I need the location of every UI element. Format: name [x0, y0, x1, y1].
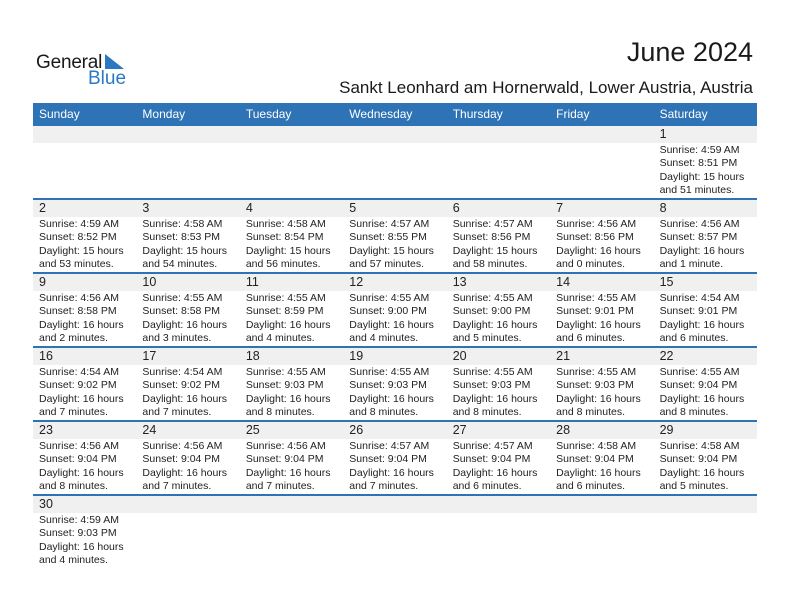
empty-day-cell	[240, 126, 343, 198]
sunset-text: Sunset: 8:56 PM	[556, 231, 634, 244]
empty-day-band	[136, 496, 239, 513]
empty-day-band	[654, 496, 757, 513]
daylight-text: Daylight: 16 hours	[245, 392, 331, 405]
empty-day-cell	[33, 126, 136, 198]
minutes-text: and 4 minutes.	[349, 332, 419, 345]
sunrise-text: Sunrise: 4:54 AM	[39, 366, 119, 378]
daylight-text: Daylight: 15 hours	[39, 244, 124, 257]
sunrise-text: Sunrise: 4:56 AM	[556, 218, 637, 230]
day-cell	[343, 200, 446, 272]
daylight-text: Daylight: 16 hours	[39, 392, 124, 405]
day-info	[550, 217, 653, 272]
empty-day-band	[343, 126, 446, 143]
sunrise-text: Sunrise: 4:56 AM	[245, 440, 326, 452]
sunrise-text: Sunrise: 4:54 AM	[142, 366, 223, 378]
weekday-header-wednesday: Wednesday	[349, 107, 413, 121]
minutes-text: and 6 minutes.	[659, 332, 729, 345]
sunset-text: Sunset: 8:54 PM	[245, 231, 324, 244]
day-cell	[447, 274, 550, 346]
day-info	[654, 217, 757, 272]
day-number: 7	[550, 200, 653, 217]
daylight-text: Daylight: 15 hours	[245, 244, 331, 257]
day-number: 16	[33, 348, 136, 365]
day-number: 13	[447, 274, 550, 291]
sunset-text: Sunset: 9:01 PM	[556, 305, 634, 318]
day-number: 30	[33, 496, 136, 513]
empty-day-band	[550, 126, 653, 143]
day-cell	[343, 348, 446, 420]
day-cell	[654, 126, 757, 198]
sunrise-text: Sunrise: 4:55 AM	[142, 292, 223, 304]
daylight-text: Daylight: 16 hours	[349, 466, 434, 479]
empty-day-cell	[136, 496, 239, 570]
sunrise-text: Sunrise: 4:59 AM	[39, 218, 119, 230]
day-info	[33, 439, 136, 494]
day-number: 15	[654, 274, 757, 291]
sunrise-text: Sunrise: 4:58 AM	[556, 440, 637, 452]
daylight-text: Daylight: 16 hours	[452, 392, 538, 405]
empty-day-cell	[447, 496, 550, 570]
day-info	[136, 439, 239, 494]
daylight-text: Daylight: 16 hours	[142, 466, 228, 479]
daylight-text: Daylight: 16 hours	[556, 466, 641, 479]
day-number: 27	[447, 422, 550, 439]
sunrise-text: Sunrise: 4:57 AM	[452, 218, 533, 230]
day-cell	[136, 422, 239, 494]
day-number: 6	[447, 200, 550, 217]
week-row	[33, 200, 757, 274]
sunrise-text: Sunrise: 4:59 AM	[659, 144, 740, 156]
minutes-text: and 8 minutes.	[39, 480, 108, 493]
minutes-text: and 5 minutes.	[659, 480, 729, 493]
empty-day-cell	[654, 496, 757, 570]
daylight-text: Daylight: 15 hours	[349, 244, 434, 257]
empty-day-cell	[550, 496, 653, 570]
day-info	[136, 365, 239, 420]
weekday-header-friday: Friday	[556, 107, 590, 121]
day-cell	[654, 274, 757, 346]
empty-day-info	[33, 143, 136, 198]
day-cell	[550, 422, 653, 494]
day-number: 22	[654, 348, 757, 365]
day-info	[550, 365, 653, 420]
empty-day-info	[343, 513, 446, 570]
day-info	[136, 217, 239, 272]
day-cell	[654, 348, 757, 420]
empty-day-band	[550, 496, 653, 513]
empty-day-cell	[343, 496, 446, 570]
day-number: 8	[654, 200, 757, 217]
day-info	[550, 439, 653, 494]
minutes-text: and 51 minutes.	[659, 184, 735, 197]
day-cell	[654, 422, 757, 494]
daylight-text: Daylight: 16 hours	[556, 244, 641, 257]
minutes-text: and 5 minutes.	[452, 332, 522, 345]
minutes-text: and 7 minutes.	[142, 480, 212, 493]
empty-day-info	[550, 513, 653, 570]
sunset-text: Sunset: 9:03 PM	[245, 379, 324, 392]
sunrise-text: Sunrise: 4:55 AM	[245, 366, 326, 378]
sunrise-text: Sunrise: 4:55 AM	[452, 366, 533, 378]
day-info	[33, 291, 136, 346]
minutes-text: and 56 minutes.	[245, 258, 321, 271]
logo-text-blue: Blue	[88, 68, 127, 89]
calendar-weeks	[33, 126, 757, 570]
minutes-text: and 3 minutes.	[142, 332, 212, 345]
daylight-text: Daylight: 16 hours	[349, 318, 434, 331]
empty-day-cell	[240, 496, 343, 570]
day-info	[447, 365, 550, 420]
daylight-text: Daylight: 16 hours	[39, 466, 124, 479]
day-cell	[343, 274, 446, 346]
day-info	[654, 439, 757, 494]
sunset-text: Sunset: 9:00 PM	[349, 305, 427, 318]
daylight-text: Daylight: 16 hours	[349, 392, 434, 405]
empty-day-band	[447, 496, 550, 513]
sunset-text: Sunset: 8:53 PM	[142, 231, 221, 244]
daylight-text: Daylight: 16 hours	[142, 318, 228, 331]
sunset-text: Sunset: 9:04 PM	[245, 453, 324, 466]
sunset-text: Sunset: 8:58 PM	[142, 305, 221, 318]
minutes-text: and 7 minutes.	[349, 480, 419, 493]
day-cell	[240, 200, 343, 272]
day-cell	[654, 200, 757, 272]
sunrise-text: Sunrise: 4:57 AM	[349, 218, 430, 230]
day-number: 25	[240, 422, 343, 439]
day-info	[343, 439, 446, 494]
empty-day-info	[136, 143, 239, 198]
day-info	[654, 143, 757, 198]
sunset-text: Sunset: 9:03 PM	[452, 379, 531, 392]
day-cell	[33, 422, 136, 494]
daylight-text: Daylight: 16 hours	[452, 466, 538, 479]
week-row	[33, 496, 757, 570]
day-info	[654, 365, 757, 420]
weekday-header-tuesday: Tuesday	[245, 107, 292, 121]
sunrise-text: Sunrise: 4:55 AM	[659, 366, 740, 378]
sunrise-text: Sunrise: 4:59 AM	[39, 514, 119, 526]
day-number: 9	[33, 274, 136, 291]
minutes-text: and 58 minutes.	[452, 258, 528, 271]
sunrise-text: Sunrise: 4:58 AM	[245, 218, 326, 230]
day-cell	[550, 274, 653, 346]
day-cell	[550, 348, 653, 420]
sunset-text: Sunset: 8:51 PM	[659, 157, 738, 170]
sunrise-text: Sunrise: 4:55 AM	[349, 366, 430, 378]
day-info	[240, 365, 343, 420]
sunset-text: Sunset: 9:03 PM	[349, 379, 427, 392]
minutes-text: and 6 minutes.	[556, 480, 626, 493]
sunset-text: Sunset: 9:00 PM	[452, 305, 531, 318]
sunset-text: Sunset: 8:57 PM	[659, 231, 738, 244]
sunrise-text: Sunrise: 4:55 AM	[349, 292, 430, 304]
sunset-text: Sunset: 9:04 PM	[349, 453, 427, 466]
empty-day-info	[136, 513, 239, 570]
daylight-text: Daylight: 16 hours	[659, 244, 745, 257]
empty-day-cell	[136, 126, 239, 198]
minutes-text: and 8 minutes.	[556, 406, 626, 419]
sunset-text: Sunset: 8:56 PM	[452, 231, 531, 244]
daylight-text: Daylight: 16 hours	[245, 318, 331, 331]
minutes-text: and 8 minutes.	[659, 406, 729, 419]
day-number: 14	[550, 274, 653, 291]
empty-day-band	[136, 126, 239, 143]
daylight-text: Daylight: 16 hours	[556, 318, 641, 331]
sunset-text: Sunset: 8:58 PM	[39, 305, 117, 318]
day-info	[343, 291, 446, 346]
day-info	[240, 439, 343, 494]
sunset-text: Sunset: 9:04 PM	[659, 379, 738, 392]
daylight-text: Daylight: 16 hours	[245, 466, 331, 479]
day-info	[240, 291, 343, 346]
sunrise-text: Sunrise: 4:56 AM	[39, 292, 119, 304]
day-number: 12	[343, 274, 446, 291]
week-row	[33, 274, 757, 348]
sunset-text: Sunset: 8:59 PM	[245, 305, 324, 318]
day-number: 5	[343, 200, 446, 217]
day-number: 4	[240, 200, 343, 217]
minutes-text: and 8 minutes.	[349, 406, 419, 419]
empty-day-info	[550, 143, 653, 198]
day-number: 18	[240, 348, 343, 365]
daylight-text: Daylight: 15 hours	[659, 170, 745, 183]
daylight-text: Daylight: 16 hours	[39, 540, 124, 553]
day-cell	[240, 422, 343, 494]
day-cell	[447, 348, 550, 420]
sunrise-text: Sunrise: 4:58 AM	[659, 440, 740, 452]
day-info	[33, 365, 136, 420]
sunrise-text: Sunrise: 4:57 AM	[349, 440, 430, 452]
day-cell	[550, 200, 653, 272]
day-cell	[136, 200, 239, 272]
logo-text-general: General	[36, 52, 103, 73]
minutes-text: and 2 minutes.	[39, 332, 108, 345]
day-number: 23	[33, 422, 136, 439]
daylight-text: Daylight: 16 hours	[659, 318, 745, 331]
daylight-text: Daylight: 16 hours	[556, 392, 641, 405]
sunrise-text: Sunrise: 4:56 AM	[659, 218, 740, 230]
sunrise-text: Sunrise: 4:56 AM	[142, 440, 223, 452]
day-number: 2	[33, 200, 136, 217]
empty-day-band	[447, 126, 550, 143]
day-info	[33, 513, 136, 570]
day-number: 19	[343, 348, 446, 365]
day-info	[240, 217, 343, 272]
day-cell	[343, 422, 446, 494]
minutes-text: and 8 minutes.	[452, 406, 522, 419]
weekday-header-monday: Monday	[142, 107, 186, 121]
day-cell	[33, 274, 136, 346]
day-number: 1	[654, 126, 757, 143]
day-number: 3	[136, 200, 239, 217]
empty-day-info	[447, 143, 550, 198]
minutes-text: and 7 minutes.	[245, 480, 315, 493]
calendar-grid	[33, 103, 757, 570]
sunset-text: Sunset: 8:52 PM	[39, 231, 117, 244]
empty-day-info	[343, 143, 446, 198]
page-title: June 2024	[626, 37, 753, 67]
day-cell	[33, 348, 136, 420]
sunset-text: Sunset: 9:04 PM	[659, 453, 738, 466]
sunrise-text: Sunrise: 4:55 AM	[556, 366, 637, 378]
minutes-text: and 4 minutes.	[245, 332, 315, 345]
daylight-text: Daylight: 16 hours	[39, 318, 124, 331]
sunset-text: Sunset: 8:55 PM	[349, 231, 427, 244]
day-number: 28	[550, 422, 653, 439]
sunrise-text: Sunrise: 4:55 AM	[245, 292, 326, 304]
weekday-header-thursday: Thursday	[452, 107, 503, 121]
day-info	[343, 217, 446, 272]
day-cell	[447, 422, 550, 494]
daylight-text: Daylight: 16 hours	[659, 392, 745, 405]
empty-day-info	[654, 513, 757, 570]
sunset-text: Sunset: 9:02 PM	[39, 379, 117, 392]
day-number: 20	[447, 348, 550, 365]
sunrise-text: Sunrise: 4:55 AM	[452, 292, 533, 304]
daylight-text: Daylight: 15 hours	[452, 244, 538, 257]
day-cell	[136, 348, 239, 420]
day-cell	[33, 496, 136, 570]
weekday-header-saturday: Saturday	[659, 107, 708, 121]
day-info	[447, 291, 550, 346]
sunrise-text: Sunrise: 4:57 AM	[452, 440, 533, 452]
day-number: 29	[654, 422, 757, 439]
minutes-text: and 4 minutes.	[39, 554, 108, 567]
day-info	[447, 217, 550, 272]
week-row	[33, 348, 757, 422]
day-cell	[240, 348, 343, 420]
week-row	[33, 126, 757, 200]
day-cell	[136, 274, 239, 346]
day-number: 17	[136, 348, 239, 365]
day-info	[550, 291, 653, 346]
empty-day-info	[447, 513, 550, 570]
minutes-text: and 0 minutes.	[556, 258, 626, 271]
logo	[36, 52, 136, 88]
empty-day-cell	[550, 126, 653, 198]
sunrise-text: Sunrise: 4:56 AM	[39, 440, 119, 452]
daylight-text: Daylight: 16 hours	[659, 466, 745, 479]
day-info	[343, 365, 446, 420]
empty-day-band	[240, 496, 343, 513]
empty-day-cell	[447, 126, 550, 198]
sunset-text: Sunset: 9:01 PM	[659, 305, 738, 318]
sunrise-text: Sunrise: 4:58 AM	[142, 218, 223, 230]
sunset-text: Sunset: 9:04 PM	[142, 453, 221, 466]
sunrise-text: Sunrise: 4:55 AM	[556, 292, 637, 304]
day-info	[33, 217, 136, 272]
week-row	[33, 422, 757, 496]
day-number: 10	[136, 274, 239, 291]
minutes-text: and 53 minutes.	[39, 258, 114, 271]
sunset-text: Sunset: 9:02 PM	[142, 379, 221, 392]
day-number: 24	[136, 422, 239, 439]
day-cell	[240, 274, 343, 346]
daylight-text: Daylight: 16 hours	[142, 392, 228, 405]
minutes-text: and 7 minutes.	[39, 406, 108, 419]
empty-day-info	[240, 143, 343, 198]
daylight-text: Daylight: 16 hours	[452, 318, 538, 331]
minutes-text: and 6 minutes.	[556, 332, 626, 345]
minutes-text: and 7 minutes.	[142, 406, 212, 419]
minutes-text: and 6 minutes.	[452, 480, 522, 493]
day-number: 21	[550, 348, 653, 365]
minutes-text: and 8 minutes.	[245, 406, 315, 419]
sunset-text: Sunset: 9:04 PM	[39, 453, 117, 466]
empty-day-band	[343, 496, 446, 513]
empty-day-info	[240, 513, 343, 570]
sunset-text: Sunset: 9:04 PM	[556, 453, 634, 466]
day-info	[447, 439, 550, 494]
day-cell	[33, 200, 136, 272]
weekday-header-row	[33, 103, 757, 126]
sunrise-text: Sunrise: 4:54 AM	[659, 292, 740, 304]
location-subtitle: Sankt Leonhard am Hornerwald, Lower Austria, Austria	[339, 78, 753, 97]
weekday-header-sunday: Sunday	[39, 107, 80, 121]
minutes-text: and 1 minute.	[659, 258, 724, 271]
empty-day-band	[33, 126, 136, 143]
minutes-text: and 54 minutes.	[142, 258, 218, 271]
daylight-text: Daylight: 15 hours	[142, 244, 228, 257]
day-number: 11	[240, 274, 343, 291]
sunset-text: Sunset: 9:04 PM	[452, 453, 531, 466]
empty-day-cell	[343, 126, 446, 198]
day-info	[136, 291, 239, 346]
sunset-text: Sunset: 9:03 PM	[556, 379, 634, 392]
day-number: 26	[343, 422, 446, 439]
day-cell	[447, 200, 550, 272]
minutes-text: and 57 minutes.	[349, 258, 424, 271]
empty-day-band	[240, 126, 343, 143]
day-info	[654, 291, 757, 346]
sunset-text: Sunset: 9:03 PM	[39, 527, 117, 540]
